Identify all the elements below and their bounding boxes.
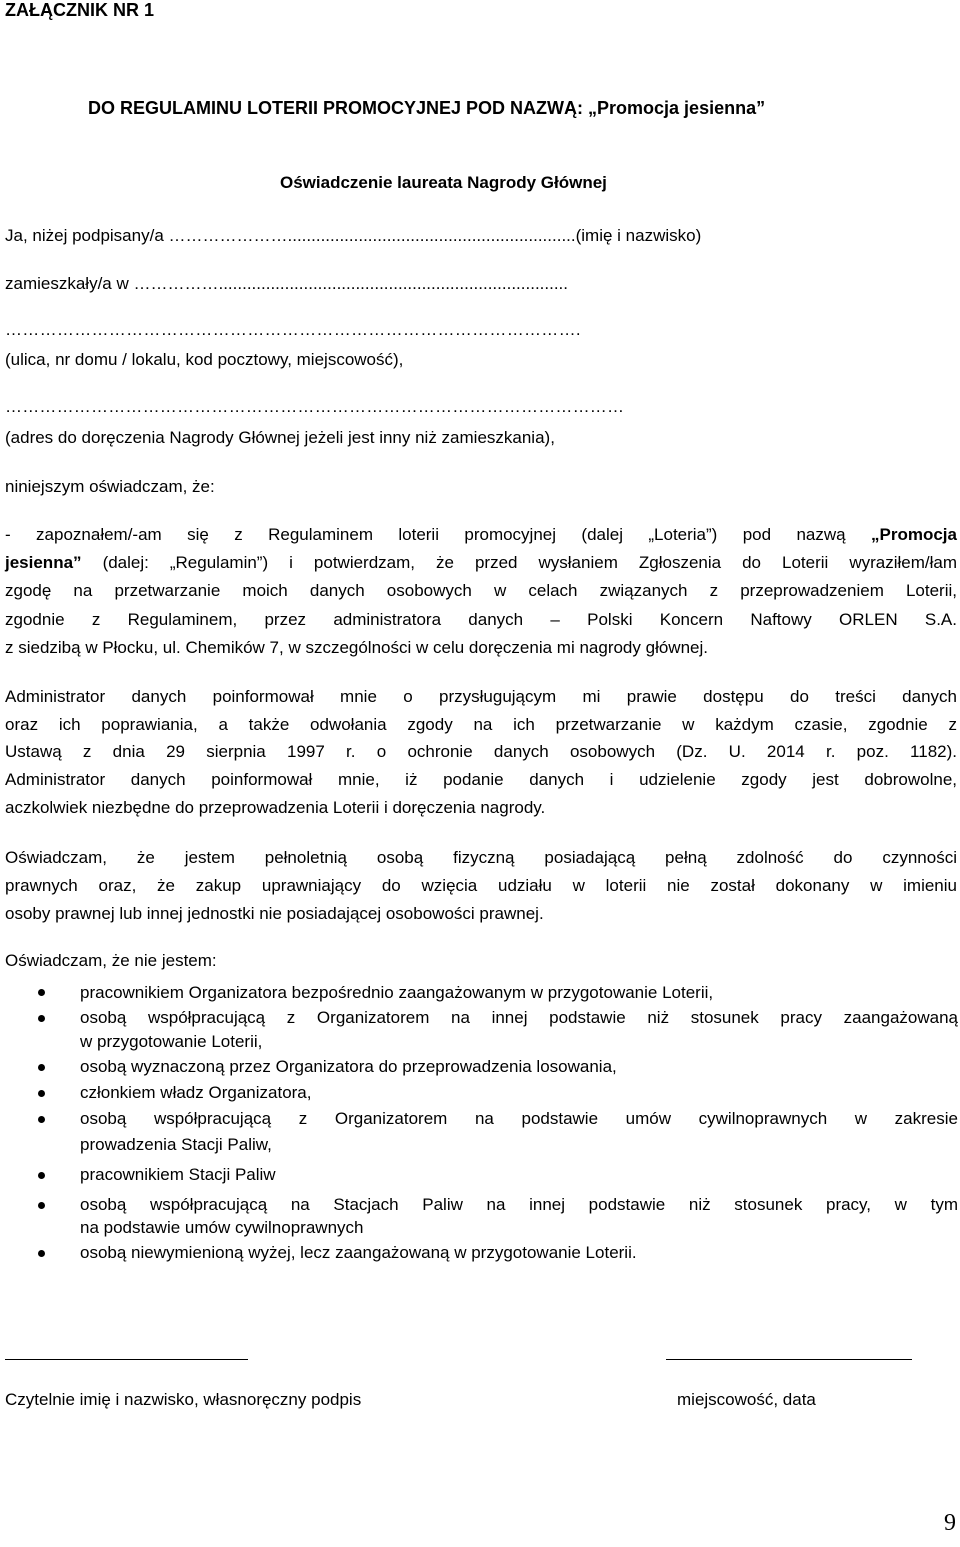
name-line <box>5 226 701 246</box>
name-line-prefix: Ja, niżej podpisany/a <box>5 226 164 245</box>
bullet-icon <box>38 1116 45 1123</box>
list-item-text: osobą współpracującą z Organizatorem na innej podstawie niż stosunek pracy zaangażowaną <box>80 1008 958 1027</box>
list-item-text-cont: w przygotowanie Loterii, <box>80 1032 263 1051</box>
residence-line-prefix: zamieszkały/a w <box>5 274 129 293</box>
para2-line1: Administrator danych poinformował mnie o przysługującym mi prawie dostępu do treści danych <box>5 687 957 706</box>
list-item-text: osobą współpracującą z Organizatorem na podstawie umów cywilnoprawnych w zakresie <box>80 1109 958 1128</box>
list-item-text: osobą wyznaczoną przez Organizatora do przeprowadzenia losowania, <box>80 1057 617 1076</box>
bullet-icon <box>38 1090 45 1097</box>
list-item-text: pracownikiem Organizatora bezpośrednio zaangażowanym w przygotowanie Loterii, <box>80 983 714 1002</box>
list-item-text: osobą niewymienioną wyżej, lecz zaangażowaną w przygotowanie Loterii. <box>80 1243 637 1262</box>
para2-line4: Administrator danych poinformował mnie, iż podanie danych i udzielenie zgody jest dobrowolne, <box>5 770 957 789</box>
para3-line1: Oświadczam, że jestem pełnoletnią osobą fizyczną posiadającą pełną zdolność do czynności <box>5 848 957 867</box>
declaration-intro: niniejszym oświadczam, że: <box>5 477 215 496</box>
para1-line1-text: - zapoznałem/-am się z Regulaminem loterii promocyjnej (dalej „Loteria”) pod nazwą <box>5 525 846 544</box>
lottery-name-bold: „Promocja <box>871 525 957 544</box>
list-item-text: pracownikiem Stacji Paliw <box>80 1165 276 1184</box>
page-number: 9 <box>944 1510 956 1536</box>
place-date-label: miejscowość, data <box>677 1390 816 1409</box>
list-intro: Oświadczam, że nie jestem: <box>5 951 217 970</box>
bullet-icon <box>38 1172 45 1179</box>
para1-line2 <box>5 553 957 572</box>
delivery-address-dots-line: ……………………………………………………………………………………………… <box>5 397 625 416</box>
list-item-text-cont: prowadzenia Stacji Paliw, <box>80 1135 272 1154</box>
list-item-text: członkiem władz Organizatora, <box>80 1083 312 1102</box>
address-hint: (ulica, nr domu / lokalu, kod pocztowy, miejscowość), <box>5 350 404 369</box>
para2-line5: aczkolwiek niezbędne do przeprowadzenia Loterii i doręczenia nagrody. <box>5 798 546 817</box>
declaration-title: Oświadczenie laureata Nagrody Głównej <box>280 173 607 192</box>
lottery-name: „Promocja jesienna” <box>588 98 766 118</box>
para1-line5: z siedzibą w Płocku, ul. Chemików 7, w szczególności w celu doręczenia mi nagrody głównej. <box>5 638 708 657</box>
bullet-icon <box>38 1064 45 1071</box>
regulation-title <box>88 98 765 119</box>
list-item-text: osobą współpracującą na Stacjach Paliw na innej podstawie niż stosunek pracy, w tym <box>80 1195 958 1214</box>
delivery-address-hint: (adres do doręczenia Nagrody Głównej jeżeli jest inny niż zamieszkania), <box>5 428 555 447</box>
para1-line2-text: (dalej: „Regulamin”) i potwierdzam, że przed wysłaniem Zgłoszenia do Loterii wyraziłem/łam <box>102 553 957 572</box>
signature-label: Czytelnie imię i nazwisko, własnoręczny podpis <box>5 1390 362 1409</box>
bullet-icon <box>38 1250 45 1257</box>
para1-line3: zgodę na przetwarzanie moich danych osobowych w celach związanych z przeprowadzeniem Loterii, <box>5 581 957 600</box>
bullet-icon <box>38 1015 45 1022</box>
list-item-text-cont: na podstawie umów cywilnoprawnych <box>80 1218 364 1237</box>
signature-line <box>5 1359 248 1360</box>
place-date-line <box>666 1359 912 1360</box>
residence-line <box>5 274 568 294</box>
para1-line1 <box>5 525 957 544</box>
bullet-icon <box>38 989 45 996</box>
address-dots-line: ………………………………………………………………………………………. <box>5 320 581 339</box>
annex-heading: ZAŁĄCZNIK NR 1 <box>5 0 154 20</box>
para3-line3: osoby prawnej lub innej jednostki nie posiadającej osobowości prawnej. <box>5 904 544 923</box>
regulation-prefix: DO REGULAMINU LOTERII PROMOCYJNEJ POD NAZWĄ: <box>88 98 584 118</box>
name-line-dots: ………………….............................................................(imię i nazwisko) <box>163 226 702 245</box>
lottery-name-bold-cont: jesienna” <box>5 553 82 572</box>
para2-line3: Ustawą z dnia 29 sierpnia 1997 r. o ochronie danych osobowych (Dz. U. 2014 r. poz. 1182). <box>5 742 957 761</box>
para3-line2: prawnych oraz, że zakup uprawniający do wzięcia udziału w loterii nie został dokonany w imieniu <box>5 876 957 895</box>
para1-line4: zgodnie z Regulaminem, przez administratora danych – Polski Koncern Naftowy ORLEN S.A. <box>5 610 957 629</box>
residence-line-dots: …………….......................................................................... <box>128 274 569 293</box>
para2-line2: oraz ich poprawiania, a także odwołania zgody na ich przetwarzanie w każdym czasie, zgodnie z <box>5 715 957 734</box>
bullet-icon <box>38 1202 45 1209</box>
